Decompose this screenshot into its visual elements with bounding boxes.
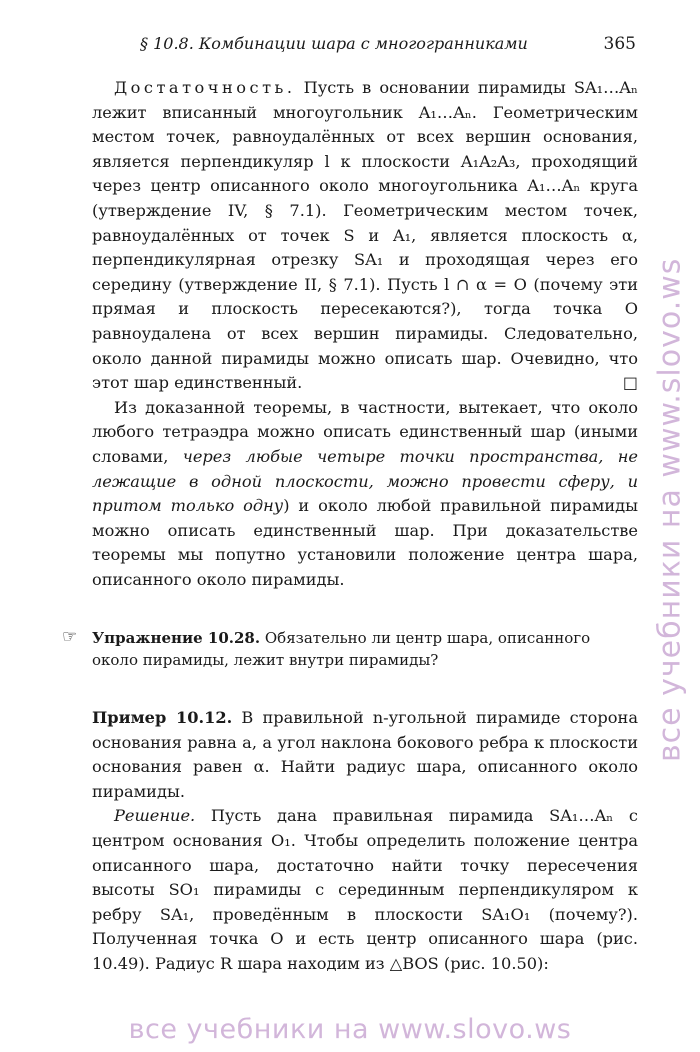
bottom-watermark: все учебники на www.slovo.ws — [128, 1014, 572, 1045]
exercise-block — [62, 627, 638, 671]
paragraph-sufficiency — [92, 76, 638, 396]
running-header — [92, 34, 638, 58]
sufficiency-lead: Достаточность. — [114, 78, 296, 97]
solution-label: Решение. — [114, 806, 196, 826]
side-watermark: все учебники на www.slovo.ws — [652, 257, 688, 763]
paragraph-consequence — [92, 396, 638, 593]
exercise-text: Обязательно ли центр шара, описанного около пирамиды, лежит внутри пирамиды? — [92, 629, 591, 669]
example-statement — [92, 706, 638, 804]
page-number: 365 — [603, 34, 636, 54]
pointing-hand-icon: ☞ — [62, 627, 78, 647]
consequence-italic: через любые четыре точки пространства, не лежащие в одной плоскости, можно провести сферу, и притом только одну — [92, 446, 639, 516]
main-text — [92, 76, 638, 592]
solution-paragraph — [92, 804, 638, 976]
consequence-start: Из доказанной теоремы, в частности, вытекает, что около любого тетраэдра можно описать единственный шар (иными словами, — [92, 397, 638, 466]
section-title: § 10.8. Комбинации шара с многогранниками — [140, 34, 528, 53]
example-block — [92, 706, 638, 977]
sufficiency-text: Пусть в основании пирамиды SA₁…Aₙ лежит вписанный многоугольник A₁…Aₙ. Геометрическим местом точек, равноудалённых от всех вершин основания, является перпендикуляр l к плоскости A₁A₂A₃, проходящий через центр описанного около многоугольника A₁…Aₙ круга (утверждение IV, § 7.1). Геометрическим местом точек, равноудалённых от точек S и A₁, является плоскость α, перпендикулярная отрезку SA₁ и проходящая через его середину (утверждение II, § 7.1). Пусть l ∩ α = O (почему эти прямая и плоскость пересекаются?), тогда точка O равноудалена от всех вершин пирамиды. Следовательно, около данной пирамиды можно описать шар. Очевидно, что этот шар единственный. — [92, 78, 638, 393]
qed-mark: □ — [622, 373, 638, 393]
solution-text: Пусть дана правильная пирамида SA₁…Aₙ с центром основания O₁. Чтобы определить положение центра описанного шара, достаточно найти точку пересечения высоты SO₁ пирамиды с серединным перпендикуляром к ребру SA₁, проведённым в плоскости SA₁O₁ (почему?). Полученная точка O и есть центр описанного шара (рис. 10.49). Радиус R шара находим из △BOS (рис. 10.50): — [92, 806, 638, 973]
example-text: В правильной n-угольной пирамиде сторона основания равна a, а угол наклона бокового ребра к плоскости основания равен α. Найти радиус шара, описанного около пирамиды. — [92, 708, 638, 801]
example-label: Пример 10.12. — [92, 708, 233, 727]
exercise-label: Упражнение 10.28. — [92, 629, 261, 647]
consequence-end: ) и около любой правильной пирамиды можно описать единственный шар. При доказательстве теоремы мы попутно установили положение центра шара, описанного около пирамиды. — [92, 496, 638, 589]
